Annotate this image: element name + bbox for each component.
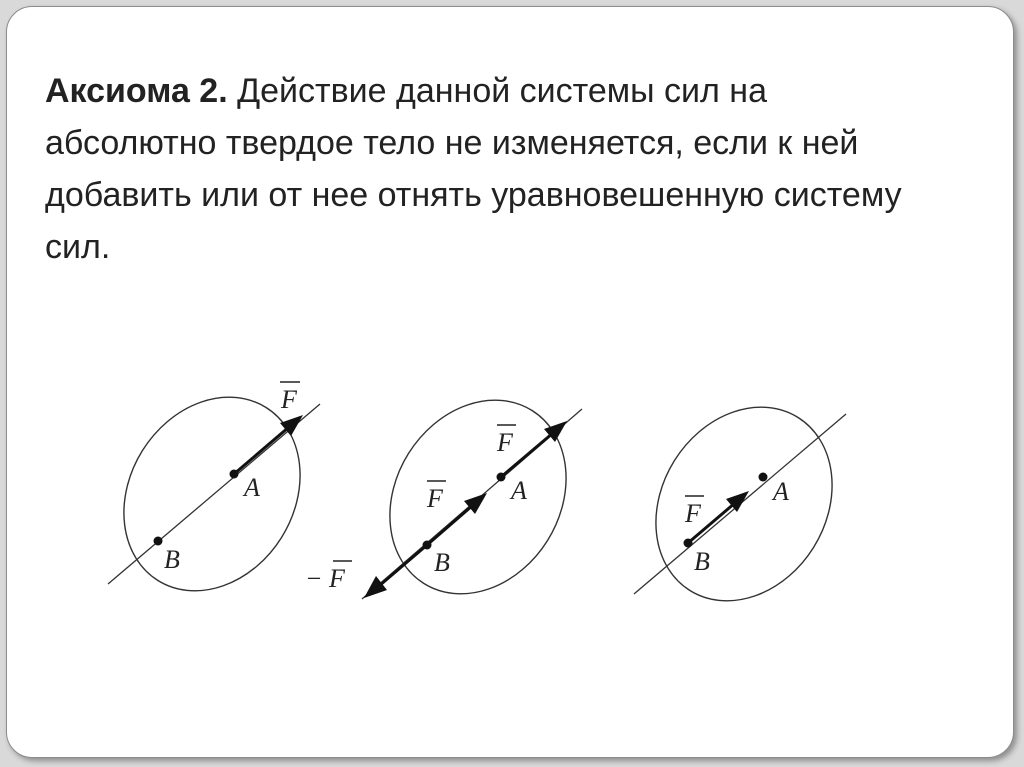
label-a: A [773, 477, 789, 506]
point-a [230, 470, 239, 479]
label-f: F [427, 484, 443, 513]
label-a: A [511, 476, 527, 505]
axiom-title: Аксиома 2. [45, 72, 228, 110]
arrowhead [364, 576, 387, 598]
point-b [154, 537, 163, 546]
point-b [684, 539, 693, 548]
label-b: B [164, 545, 180, 574]
axiom-body: Действие данной системы сил на абсолютно твердое тело не изменяется, если к ней добавить или от нее отнять уравновешенную систему сил. [45, 72, 902, 266]
point-a [759, 473, 768, 482]
label-f: F [281, 385, 297, 414]
figure-2 [305, 367, 602, 627]
label-neg-f: − F [305, 564, 345, 593]
label-f: F [685, 499, 701, 528]
point-a [497, 473, 506, 482]
figure-1 [88, 364, 335, 624]
label-b: B [694, 547, 710, 576]
rigid-body-ellipse [620, 374, 867, 634]
label-b: B [434, 548, 450, 577]
label-f: F [497, 428, 513, 457]
label-a: A [244, 473, 260, 502]
rigid-body-ellipse [88, 364, 335, 624]
point-b [423, 541, 432, 550]
figure-3 [620, 374, 867, 634]
